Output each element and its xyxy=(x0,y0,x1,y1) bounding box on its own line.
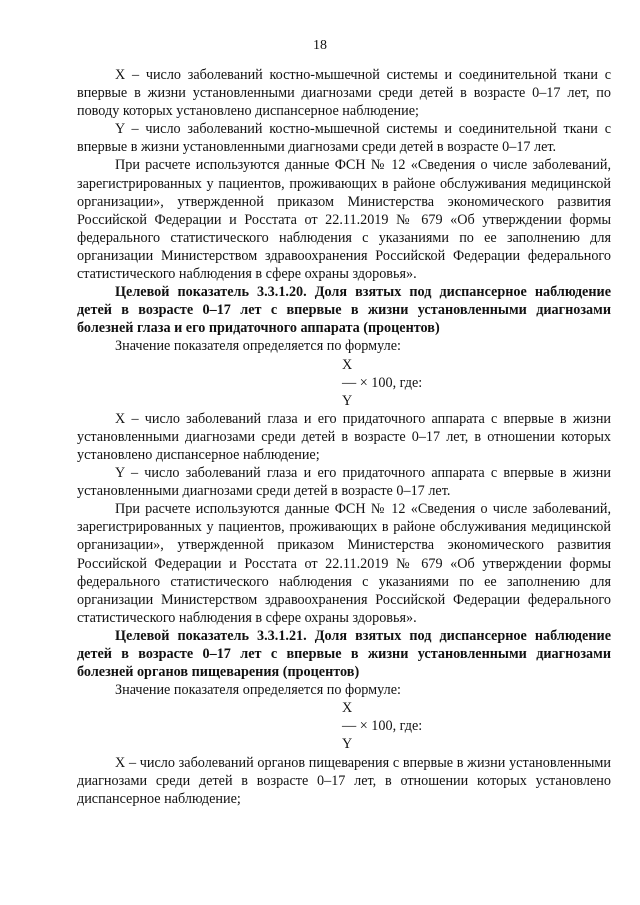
heading-indicator-3-3-1-21: Целевой показатель 3.3.1.21. Доля взятых под диспансерное наблюдение детей в возрасте 0–17 лет с впервые в жизни установленными диагнозами болезней органов пищеварения (процентов) xyxy=(77,627,611,681)
formula-numerator: X xyxy=(342,700,353,717)
formula-fraction-line: — × 100, где: xyxy=(342,718,423,735)
page-number: 18 xyxy=(313,38,327,53)
paragraph-formula-intro: Значение показателя определяется по формуле: xyxy=(115,338,401,355)
formula-denominator: Y xyxy=(342,392,353,409)
paragraph-data-source: При расчете используются данные ФСН № 12 «Сведения о числе заболеваний, зарегистрированных у пациентов, проживающих в районе обслуживания медицинской организации», утвержденной приказом Министерства экономического развития Российской Федерации и Росстата от 22.11.2019 № 679 «Об утверждении формы федерального статистического наблюдения с указаниями по ее заполнению для организации Министерством здравоохранения Российской Федерации федерального статистического наблюдения в сфере охраны здоровья». xyxy=(77,157,611,283)
formula-numerator: X xyxy=(342,356,353,373)
paragraph-y-musculoskeletal: Y – число заболеваний костно-мышечной системы и соединительной ткани с впервые в жизни установленными диагнозами среди детей в возрасте 0–17 лет. xyxy=(77,121,611,156)
paragraph-y-eye: Y – число заболеваний глаза и его придаточного аппарата с впервые в жизни установленными диагнозами среди детей в возрасте 0–17 лет. xyxy=(77,465,611,500)
paragraph-x-eye: X – число заболеваний глаза и его придаточного аппарата с впервые в жизни установленными диагнозами среди детей в возрасте 0–17 лет, в отношении которых установлено диспансерное наблюдение; xyxy=(77,410,611,463)
paragraph-data-source: При расчете используются данные ФСН № 12 «Сведения о числе заболеваний, зарегистрированных у пациентов, проживающих в районе обслуживания медицинской организации», утвержденной приказом Министерства экономического развития Российской Федерации и Росстата от 22.11.2019 № 679 «Об утверждении формы федерального статистического наблюдения с указаниями по ее заполнению для организации Министерством здравоохранения Российской Федерации федерального статистического наблюдения в сфере охраны здоровья». xyxy=(77,501,611,626)
paragraph-x-digestive: X – число заболеваний органов пищеварения с впервые в жизни установленными диагнозами среди детей в возрасте 0–17 лет, в отношении которых установлено диспансерное наблюдение; xyxy=(77,754,611,807)
paragraph-x-musculoskeletal: X – число заболеваний костно-мышечной системы и соединительной ткани с впервые в жизни установленными диагнозами среди детей в возрасте 0–17 лет, по поводу которых установлено диспансерное наблюдение; xyxy=(77,67,611,120)
formula-fraction-line: — × 100, где: xyxy=(342,374,423,391)
paragraph-formula-intro: Значение показателя определяется по формуле: xyxy=(115,682,401,699)
heading-indicator-3-3-1-20: Целевой показатель 3.3.1.20. Доля взятых под диспансерное наблюдение детей в возрасте 0–17 лет с впервые в жизни установленными диагнозами болезней глаза и его придаточного аппарата (процентов) xyxy=(77,284,611,337)
document-body xyxy=(77,66,611,808)
formula xyxy=(77,699,611,753)
formula xyxy=(77,356,611,410)
formula-denominator: Y xyxy=(342,736,353,753)
